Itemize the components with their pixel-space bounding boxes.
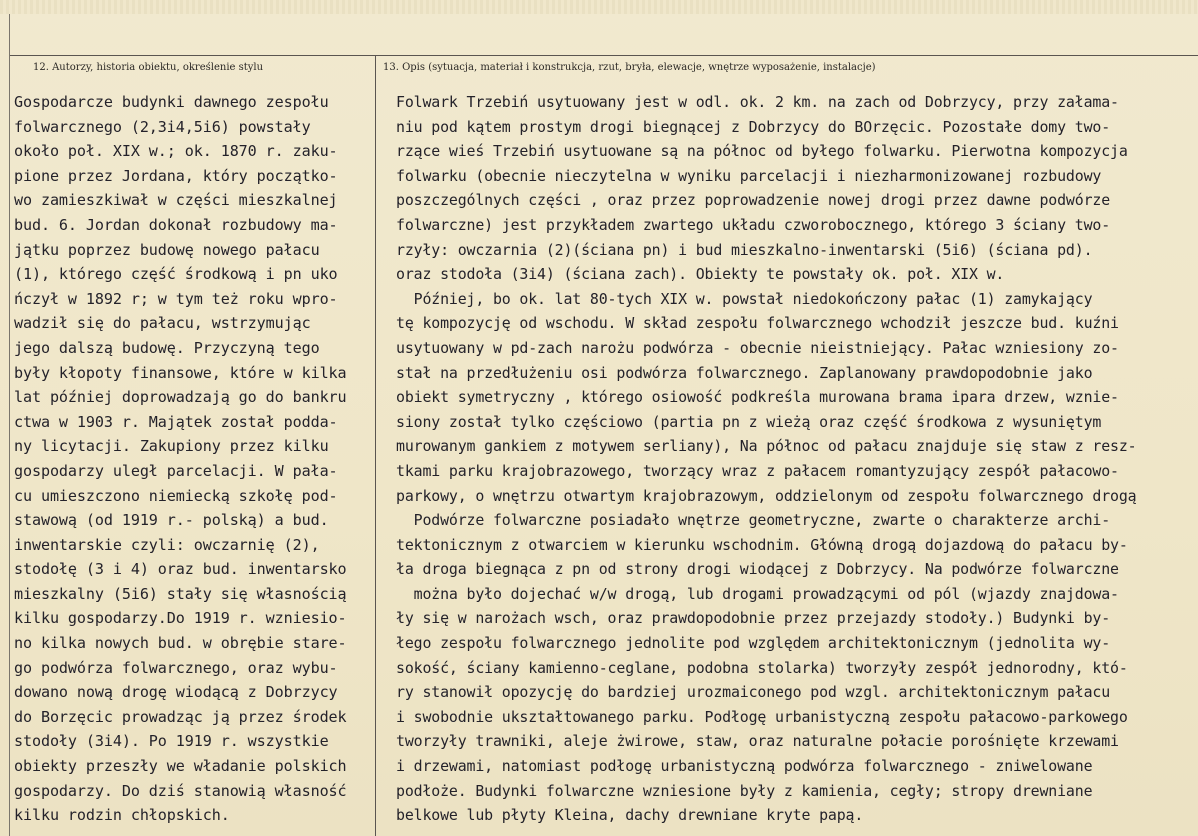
description-text-line: ry stanowił opozycję do bardziej urozmaiconego pod wzgl. architektonicznym pałacu [396, 683, 1111, 702]
history-text-line: dowano nową drogę wiodącą z Dobrzycy [14, 683, 338, 702]
history-text-line: bud. 6. Jordan dokonał rozbudowy ma- [14, 215, 338, 234]
column-divider [375, 55, 376, 836]
description-text-line: tworzyły trawniki, aleje żwirowe, staw, oraz naturalne połacie porośnięte krzewami [396, 732, 1119, 751]
header-rule [10, 55, 1198, 56]
description-text-line: usytuowany w pd-zach narożu podwórza - obecnie nieistniejący. Pałac wzniesiony zo- [396, 338, 1119, 357]
description-text-column [396, 90, 1196, 828]
history-text-line: jątku poprzez budowę nowego pałacu [14, 240, 320, 259]
description-text-line: Folwark Trzebiń usytuowany jest w odl. ok. 2 km. na zach od Dobrzycy, przy załama- [396, 93, 1119, 111]
history-text-line: kilku gospodarzy.Do 1919 r. wzniesio- [14, 609, 347, 628]
history-text-line: wo zamieszkiwał w części mieszkalnej [14, 191, 338, 210]
history-text-line: jego dalszą budowę. Przyczyną tego [14, 338, 320, 357]
history-text-line: obiekty przeszły we władanie polskich [14, 757, 347, 776]
description-text-line: ła droga biegnąca z pn od strony drogi wiodącej z Dobrzycy. Na podwórze folwarczne [396, 560, 1119, 579]
history-text-line: gospodarzy uległ parcelacji. W pała- [14, 461, 338, 480]
history-text-line: (1), którego część środkową i pn uko [14, 265, 338, 284]
description-text-line: obiekt symetryczny , którego osiowość podkreśla murowana brama ipara drzew, wznie- [396, 388, 1119, 407]
history-text-line: go podwórza folwarcznego, oraz wybu- [14, 658, 338, 677]
description-text-line: tę kompozycję od wschodu. W skład zespołu folwarcznego wchodził jeszcze bud. kuźni [396, 314, 1119, 333]
history-text-line: no kilka nowych bud. w obrębie stare- [14, 634, 347, 653]
history-text-column [14, 90, 374, 828]
history-text-line: inwentarskie czyli: owczarnię (2), [14, 535, 320, 554]
description-text-line: folwarku (obecnie nieczytelna w wyniku parcelacji i niezharmonizowanej rozbudowy [396, 166, 1102, 185]
description-text-line: poszczególnych części , oraz przez poprowadzenie nowej drogi przez dawne podwórze [396, 191, 1111, 210]
description-text-line: Później, bo ok. lat 80-tych XIX w. powstał niedokończony pałac (1) zamykający [396, 289, 1093, 308]
description-text-line: parkowy, o wnętrzu otwartym krajobrazowym, oddzielonym od zespołu folwarcznego drogą [396, 486, 1137, 505]
description-text-line: i drzewami, natomiast podłogę urbanistyczną podwórza folwarcznego - zniwelowane [396, 757, 1093, 776]
history-text-line: stodoły (3i4). Po 1919 r. wszystkie [14, 732, 329, 751]
description-text-line: stał na przedłużeniu osi podwórza folwarcznego. Zaplanowany prawdopodobnie jako [396, 363, 1093, 382]
history-text-line: pione przez Jordana, który początko- [14, 166, 338, 185]
description-text-line: łego zespołu folwarcznego jednolite pod względem architektonicznym (jednolita wy- [396, 634, 1111, 653]
history-text-line: gospodarzy. Do dziś stanowią własność [14, 781, 347, 800]
description-text-line: ły się w narożach wsch, oraz prawdopodobnie przez przejazdy stodoły.) Budynki by- [396, 609, 1111, 628]
history-text-line: były kłopoty finansowe, które w kilka [14, 363, 347, 382]
description-text-line: sokość, ściany kamienno-ceglane, podobna stolarka) tworzyły zespół jednorodny, któ- [396, 658, 1128, 677]
history-text-line: ńczył w 1892 r; w tym też roku wpro- [14, 289, 338, 308]
history-text-line: do Borzęcic prowadząc ją przez środek [14, 707, 347, 726]
description-text-line: murowanym gankiem z motywem serliany), Na północ od pałacu znajduje się staw z resz- [396, 437, 1137, 456]
description-text-line: i swobodnie ukształtowanego parku. Podłogę urbanistyczną zespołu pałacowo-parkowego [396, 707, 1128, 726]
left-margin-rule [9, 14, 10, 836]
top-card-edge [0, 0, 1198, 14]
history-text-line: stawową (od 1919 r.- polską) a bud. [14, 511, 329, 530]
history-text-line: ny licytacji. Zakupiony przez kilku [14, 437, 329, 456]
description-text-line: siony został tylko częściowo (partia pn z wieżą oraz część środkowa z wysuniętym [396, 412, 1102, 431]
history-text-line: mieszkalny (5i6) stały się własnością [14, 584, 347, 603]
description-text-line: można było dojechać w/w drogą, lub drogami prowadzącymi od pól (wjazdy znajdowa- [396, 584, 1119, 603]
section-12-header: 12. Autorzy, historia obiektu, określenie stylu [33, 62, 264, 73]
history-text-line: folwarcznego (2,3i4,5i6) powstały [14, 117, 311, 136]
description-text-line: belkowe lub płyty Kleina, dachy drewniane kryte papą. [396, 806, 864, 825]
description-text-line: rzące wieś Trzebiń usytuowane są na północ od byłego folwarku. Pierwotna kompozycja [396, 142, 1128, 161]
description-text-line: tkami parku krajobrazowego, tworzący wraz z pałacem romantyzujący zespół pałacowo- [396, 461, 1119, 480]
description-text-line: Podwórze folwarczne posiadało wnętrze geometryczne, zwarte o charakterze archi- [396, 511, 1111, 530]
description-text-line: folwarczne) jest przykładem zwartego układu czworobocznego, którego 3 ściany two- [396, 215, 1111, 234]
description-text-line: rzyły: owczarnia (2)(ściana pn) i bud mieszkalno-inwentarski (5i6) (ściana pd). [396, 240, 1093, 259]
description-text-line: tektonicznym z otwarciem w kierunku wschodnim. Główną drogą dojazdową do pałacu by- [396, 535, 1128, 554]
description-text-line: podłoże. Budynki folwarczne wzniesione były z kamienia, cegły; stropy drewniane [396, 781, 1093, 800]
history-text-line: stodołę (3 i 4) oraz bud. inwentarsko [14, 560, 347, 579]
history-text-line: około poł. XIX w.; ok. 1870 r. zaku- [14, 142, 338, 161]
description-text-line: niu pod kątem prostym drogi biegnącej z Dobrzycy do BOrzęcic. Pozostałe domy two- [396, 117, 1111, 136]
section-13-header: 13. Opis (sytuacja, materiał i konstrukcja, rzut, bryła, elewacje, wnętrze wyposażenie, instalacje) [383, 62, 876, 73]
history-text-line: ctwa w 1903 r. Majątek został podda- [14, 412, 338, 431]
history-text-line: lat później doprowadzają go do bankru [14, 388, 347, 407]
history-text-line: Gospodarcze budynki dawnego zespołu [14, 93, 329, 111]
history-text-line: cu umieszczono niemiecką szkołę pod- [14, 486, 338, 505]
history-text-line: kilku rodzin chłopskich. [14, 806, 230, 825]
history-text-line: wadził się do pałacu, wstrzymując [14, 314, 311, 333]
description-text-line: oraz stodoła (3i4) (ściana zach). Obiekty te powstały ok. poł. XIX w. [396, 265, 1005, 284]
